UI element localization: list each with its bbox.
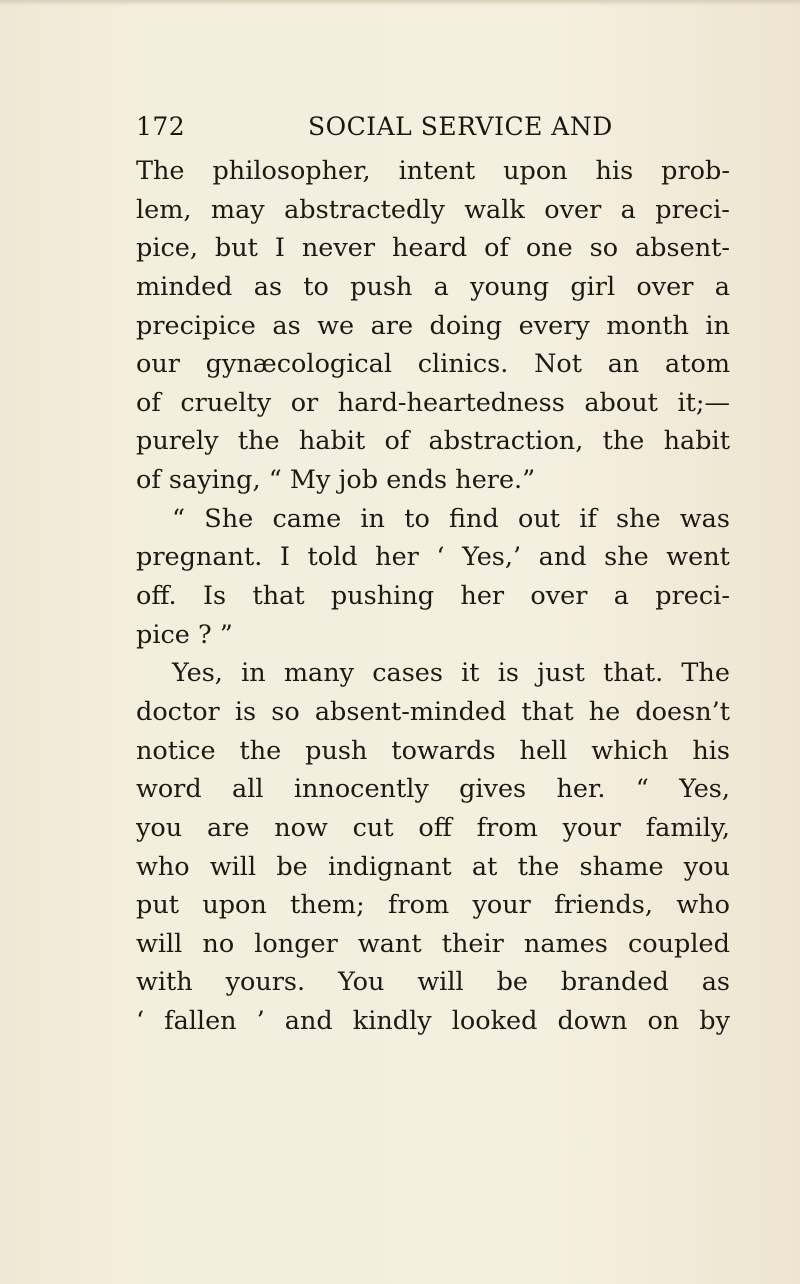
page-edge-shadow [0, 0, 800, 6]
text-line: of saying, “ My job ends here.” [136, 465, 536, 496]
text-line: pice, but I never heard of one so absent- [136, 233, 730, 264]
text-line: lem, may abstractedly walk over a preci- [136, 194, 730, 225]
text-line: notice the push towards hell which his [136, 735, 730, 766]
text-line: pregnant. I told her ‘ Yes,’ and she went [136, 542, 730, 573]
text-line: will no longer want their names coupled [136, 928, 730, 959]
text-line: purely the habit of abstraction, the habit [136, 426, 730, 457]
text-line: The philosopher, intent upon his prob- [136, 156, 730, 186]
text-line: who will be indignant at the shame you [136, 851, 730, 882]
text-line: pice ? ” [136, 619, 233, 650]
text-line: Yes, in many cases it is just that. The [172, 658, 730, 689]
text-line: with yours. You will be branded as [136, 967, 730, 998]
page-header [136, 112, 636, 148]
body-text [136, 152, 730, 1041]
text-line: word all innocently gives her. “ Yes, [136, 774, 730, 805]
page-number: 172 [136, 112, 186, 141]
text-line: you are now cut off from your family, [136, 812, 730, 843]
text-line: of cruelty or hard-heartedness about it;— [136, 387, 730, 418]
text-line: off. Is that pushing her over a preci- [136, 581, 730, 612]
text-line: “ She came in to find out if she was [172, 503, 730, 534]
text-line: our gynæcological clinics. Not an atom [136, 349, 730, 380]
text-line: precipice as we are doing every month in [136, 310, 730, 341]
text-line: ‘ fallen ’ and kindly looked down on by [136, 1006, 730, 1037]
text-line: minded as to push a young girl over a [136, 271, 730, 302]
running-head: SOCIAL SERVICE AND [308, 112, 613, 141]
text-line: put upon them; from your friends, who [136, 890, 730, 921]
text-line: doctor is so absent-minded that he doesn’t [136, 696, 730, 727]
